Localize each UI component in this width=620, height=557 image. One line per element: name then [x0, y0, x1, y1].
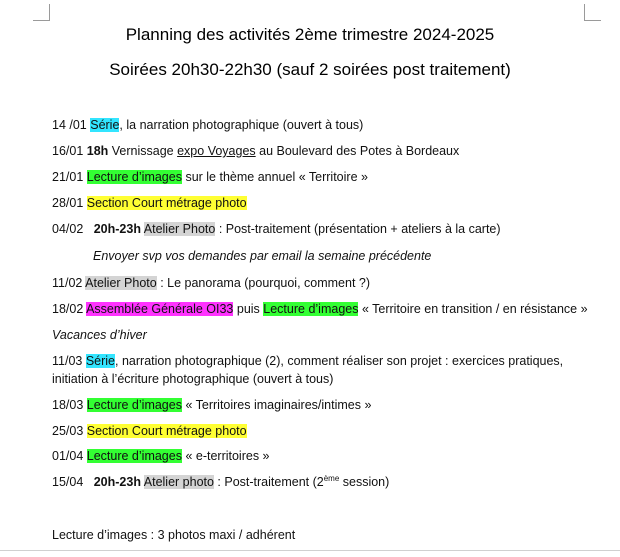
schedule-line — [52, 144, 459, 158]
highlight-tag: Atelier Photo — [143, 222, 216, 236]
entry-underlined: expo Voyages — [177, 144, 256, 158]
entry-time: 20h-23h — [93, 222, 141, 236]
highlight-tag: Atelier Photo — [85, 276, 157, 290]
highlight-tag: Assemblée Générale OI33 — [86, 302, 234, 316]
page-corner-mark-left — [33, 4, 50, 21]
schedule-line — [52, 276, 370, 290]
entry-text: au Boulevard des Potes à Bordeaux — [255, 144, 460, 158]
entry-text: sur le thème annuel « Territoire » — [181, 170, 368, 184]
entry-time: 20h-23h — [93, 475, 141, 489]
entry-date: 16/01 — [52, 144, 87, 158]
entry-date: 28/01 — [52, 196, 87, 210]
highlight-tag: Section Court métrage photo — [86, 196, 247, 210]
highlight-tag: Lecture d’images — [86, 449, 182, 463]
schedule-line — [52, 196, 247, 210]
entry-date: 04/02 — [52, 222, 87, 236]
entry-date: 18/02 — [52, 302, 87, 316]
schedule-line — [52, 170, 368, 184]
schedule-line — [52, 449, 270, 463]
superscript: ème — [323, 473, 340, 483]
schedule-note: Vacances d’hiver — [52, 328, 147, 342]
entry-date: 18/03 — [52, 398, 87, 412]
page-subtitle: Soirées 20h30-22h30 (sauf 2 soirées post traitement) — [109, 60, 511, 79]
entry-text: puis — [233, 302, 264, 316]
schedule-note: Envoyer svp vos demandes par email la semaine précédente — [93, 249, 432, 263]
page-title: Planning des activités 2ème trimestre 2024-2025 — [125, 25, 495, 44]
schedule-line — [52, 118, 363, 132]
highlight-tag: Lecture d’images — [263, 302, 359, 316]
schedule-line — [52, 398, 371, 412]
entry-text: Vernissage — [108, 144, 178, 158]
schedule-line — [52, 354, 563, 368]
entry-date: 25/03 — [52, 424, 87, 438]
entry-text: : Post-traitement (présentation + ateliers à la carte) — [215, 222, 501, 236]
entry-date: 11/02 — [52, 276, 86, 290]
entry-time: 18h — [86, 144, 109, 158]
highlight-tag: Lecture d’images — [86, 398, 182, 412]
entry-date: 15/04 — [52, 475, 87, 489]
entry-text: : Le panorama (pourquoi, comment ?) — [156, 276, 371, 290]
entry-date: 11/03 — [52, 354, 86, 368]
entry-date: 14 /01 — [52, 118, 91, 132]
schedule-line-continued: initiation à l’écriture photographique (ouvert à tous) — [52, 372, 334, 386]
highlight-tag: Série — [85, 354, 116, 368]
schedule-line — [52, 424, 247, 438]
schedule-line — [52, 302, 588, 316]
entry-text: « Territoires imaginaires/intimes » — [181, 398, 372, 412]
highlight-tag: Atelier photo — [143, 475, 214, 489]
entry-text: « e-territoires » — [181, 449, 270, 463]
entry-text: , la narration photographique (ouvert à tous) — [119, 118, 364, 132]
entry-text: : Post-traitement (2 — [213, 475, 324, 489]
entry-text: session) — [339, 475, 390, 489]
highlight-tag: Lecture d’images — [86, 170, 182, 184]
highlight-tag: Section Court métrage photo — [86, 424, 247, 438]
page-corner-mark-right — [584, 4, 601, 21]
schedule-line — [52, 222, 501, 236]
footer-note: Lecture d’images : 3 photos maxi / adhérent — [52, 528, 296, 542]
entry-date: 21/01 — [52, 170, 87, 184]
entry-text: « Territoire en transition / en résistance » — [358, 302, 588, 316]
entry-date: 01/04 — [52, 449, 87, 463]
entry-text: , narration photographique (2), comment réaliser son projet : exercices pratiques, — [115, 354, 564, 368]
page-bottom-edge — [0, 550, 620, 551]
highlight-tag: Série — [90, 118, 120, 132]
schedule-line — [52, 475, 389, 489]
